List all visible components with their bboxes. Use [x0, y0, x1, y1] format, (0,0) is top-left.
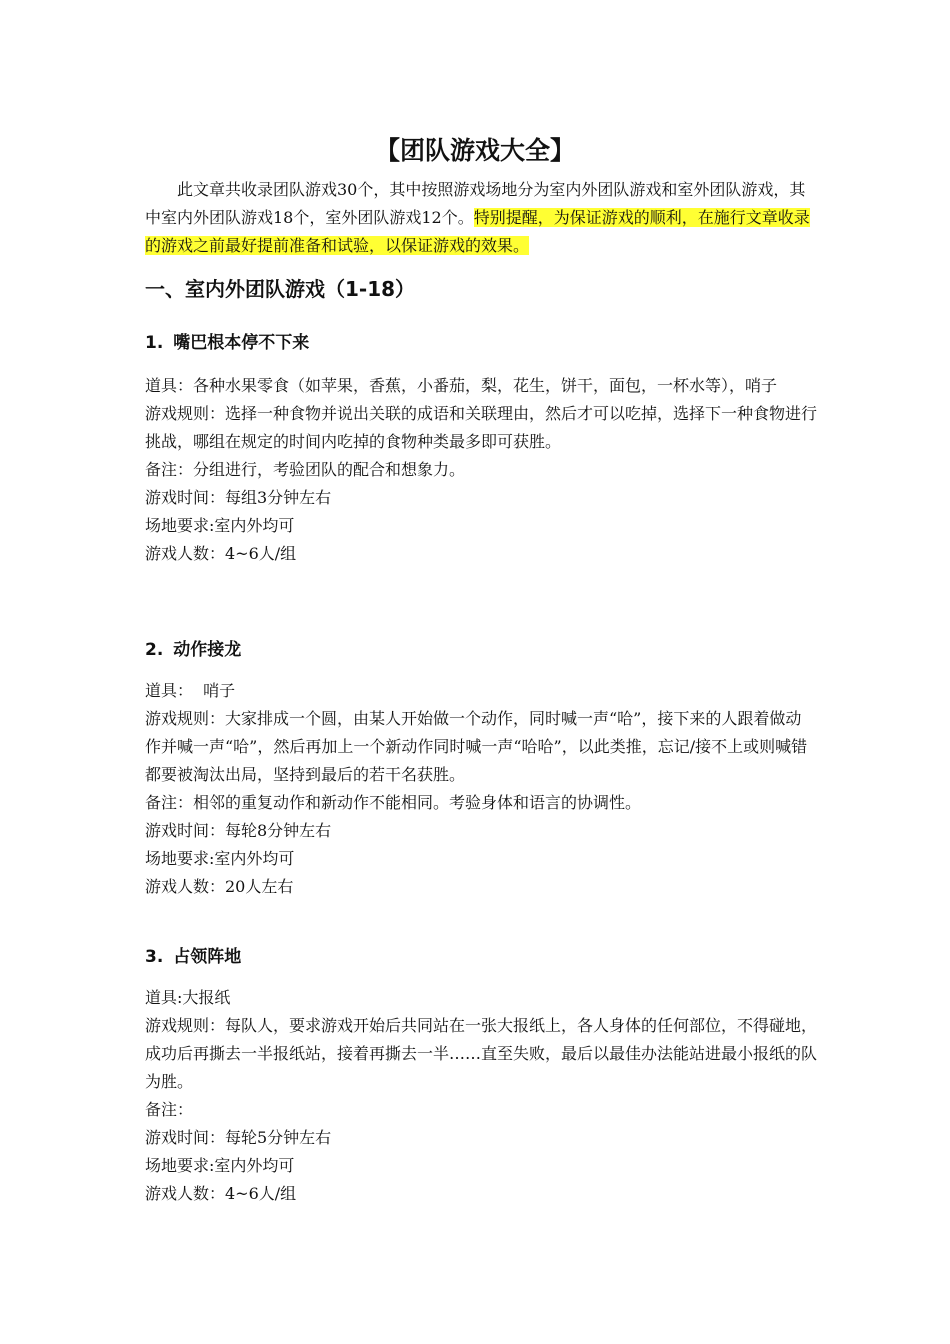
game-venue: 场地要求:室内外均可: [145, 1156, 295, 1175]
game-number: 3.: [145, 947, 164, 967]
game-props: 道具：各种水果零食（如苹果，香蕉，小番茄，梨，花生，饼干，面包，一杯水等），哨子: [145, 376, 778, 395]
section-heading: 一、室内外团队游戏（1-18）: [145, 277, 416, 301]
game-time: 游戏时间：每组3分钟左右: [145, 488, 332, 507]
game-details: [145, 677, 817, 901]
game-number: 2.: [145, 640, 164, 660]
game-notes: 备注：分组进行，考验团队的配合和想象力。: [145, 460, 466, 479]
game-name: 动作接龙: [173, 640, 242, 660]
intro-highlight: 特别提醒，为保证游戏的顺利，在施行文章收录的游戏之前最好提前准备和试验，以保证游戏的效果。: [145, 208, 810, 255]
game-notes: 备注：: [145, 1100, 194, 1119]
game-name: 占领阵地: [173, 947, 242, 967]
game-props: 道具： 哨子: [145, 681, 236, 700]
game-players: 游戏人数：20人左右: [145, 877, 294, 896]
game-players: 游戏人数：4~6人/组: [145, 544, 297, 563]
document-title: 【团队游戏大全】: [374, 136, 575, 165]
game-props: 道具:大报纸: [145, 988, 231, 1007]
game-venue: 场地要求:室内外均可: [145, 849, 295, 868]
game-notes: 备注：相邻的重复动作和新动作不能相同。考验身体和语言的协调性。: [145, 793, 642, 812]
game-rules: 游戏规则：选择一种食物并说出关联的成语和关联理由，然后才可以吃掉，选择下一种食物进行挑战，哪组在规定的时间内吃掉的食物种类最多即可获胜。: [145, 404, 818, 451]
game-rules: 游戏规则：每队人，要求游戏开始后共同站在一张大报纸上，各人身体的任何部位，不得碰地，成功后再撕去一半报纸站，接着再撕去一半……直至失败，最后以最佳办法能站进最小报纸的队为胜。: [145, 1016, 818, 1091]
game-number: 1.: [145, 333, 164, 353]
game-details: [145, 984, 817, 1208]
intro-text: 此文章共收录团队游戏30个，其中按照游戏场地分为室内外团队游戏和室外团队游戏，其中室内外团队游戏18个，室外团队游戏12个。: [145, 180, 806, 227]
game-details: [145, 372, 817, 568]
game-heading: [145, 329, 309, 357]
game-players: 游戏人数：4~6人/组: [145, 1184, 297, 1203]
game-heading: [145, 636, 241, 664]
game-venue: 场地要求:室内外均可: [145, 516, 295, 535]
game-time: 游戏时间：每轮5分钟左右: [145, 1128, 332, 1147]
game-rules: 游戏规则：大家排成一个圆，由某人开始做一个动作，同时喊一声“哈”，接下来的人跟着做动作并喊一声“哈”，然后再加上一个新动作同时喊一声“哈哈”，以此类推，忘记/接不上或则喊错都要被淘汰出局，坚持到最后的若干名获胜。: [145, 709, 808, 784]
game-time: 游戏时间：每轮8分钟左右: [145, 821, 332, 840]
game-name: 嘴巴根本停不下来: [173, 333, 310, 353]
intro-paragraph: [145, 176, 815, 260]
game-heading: [145, 943, 241, 971]
